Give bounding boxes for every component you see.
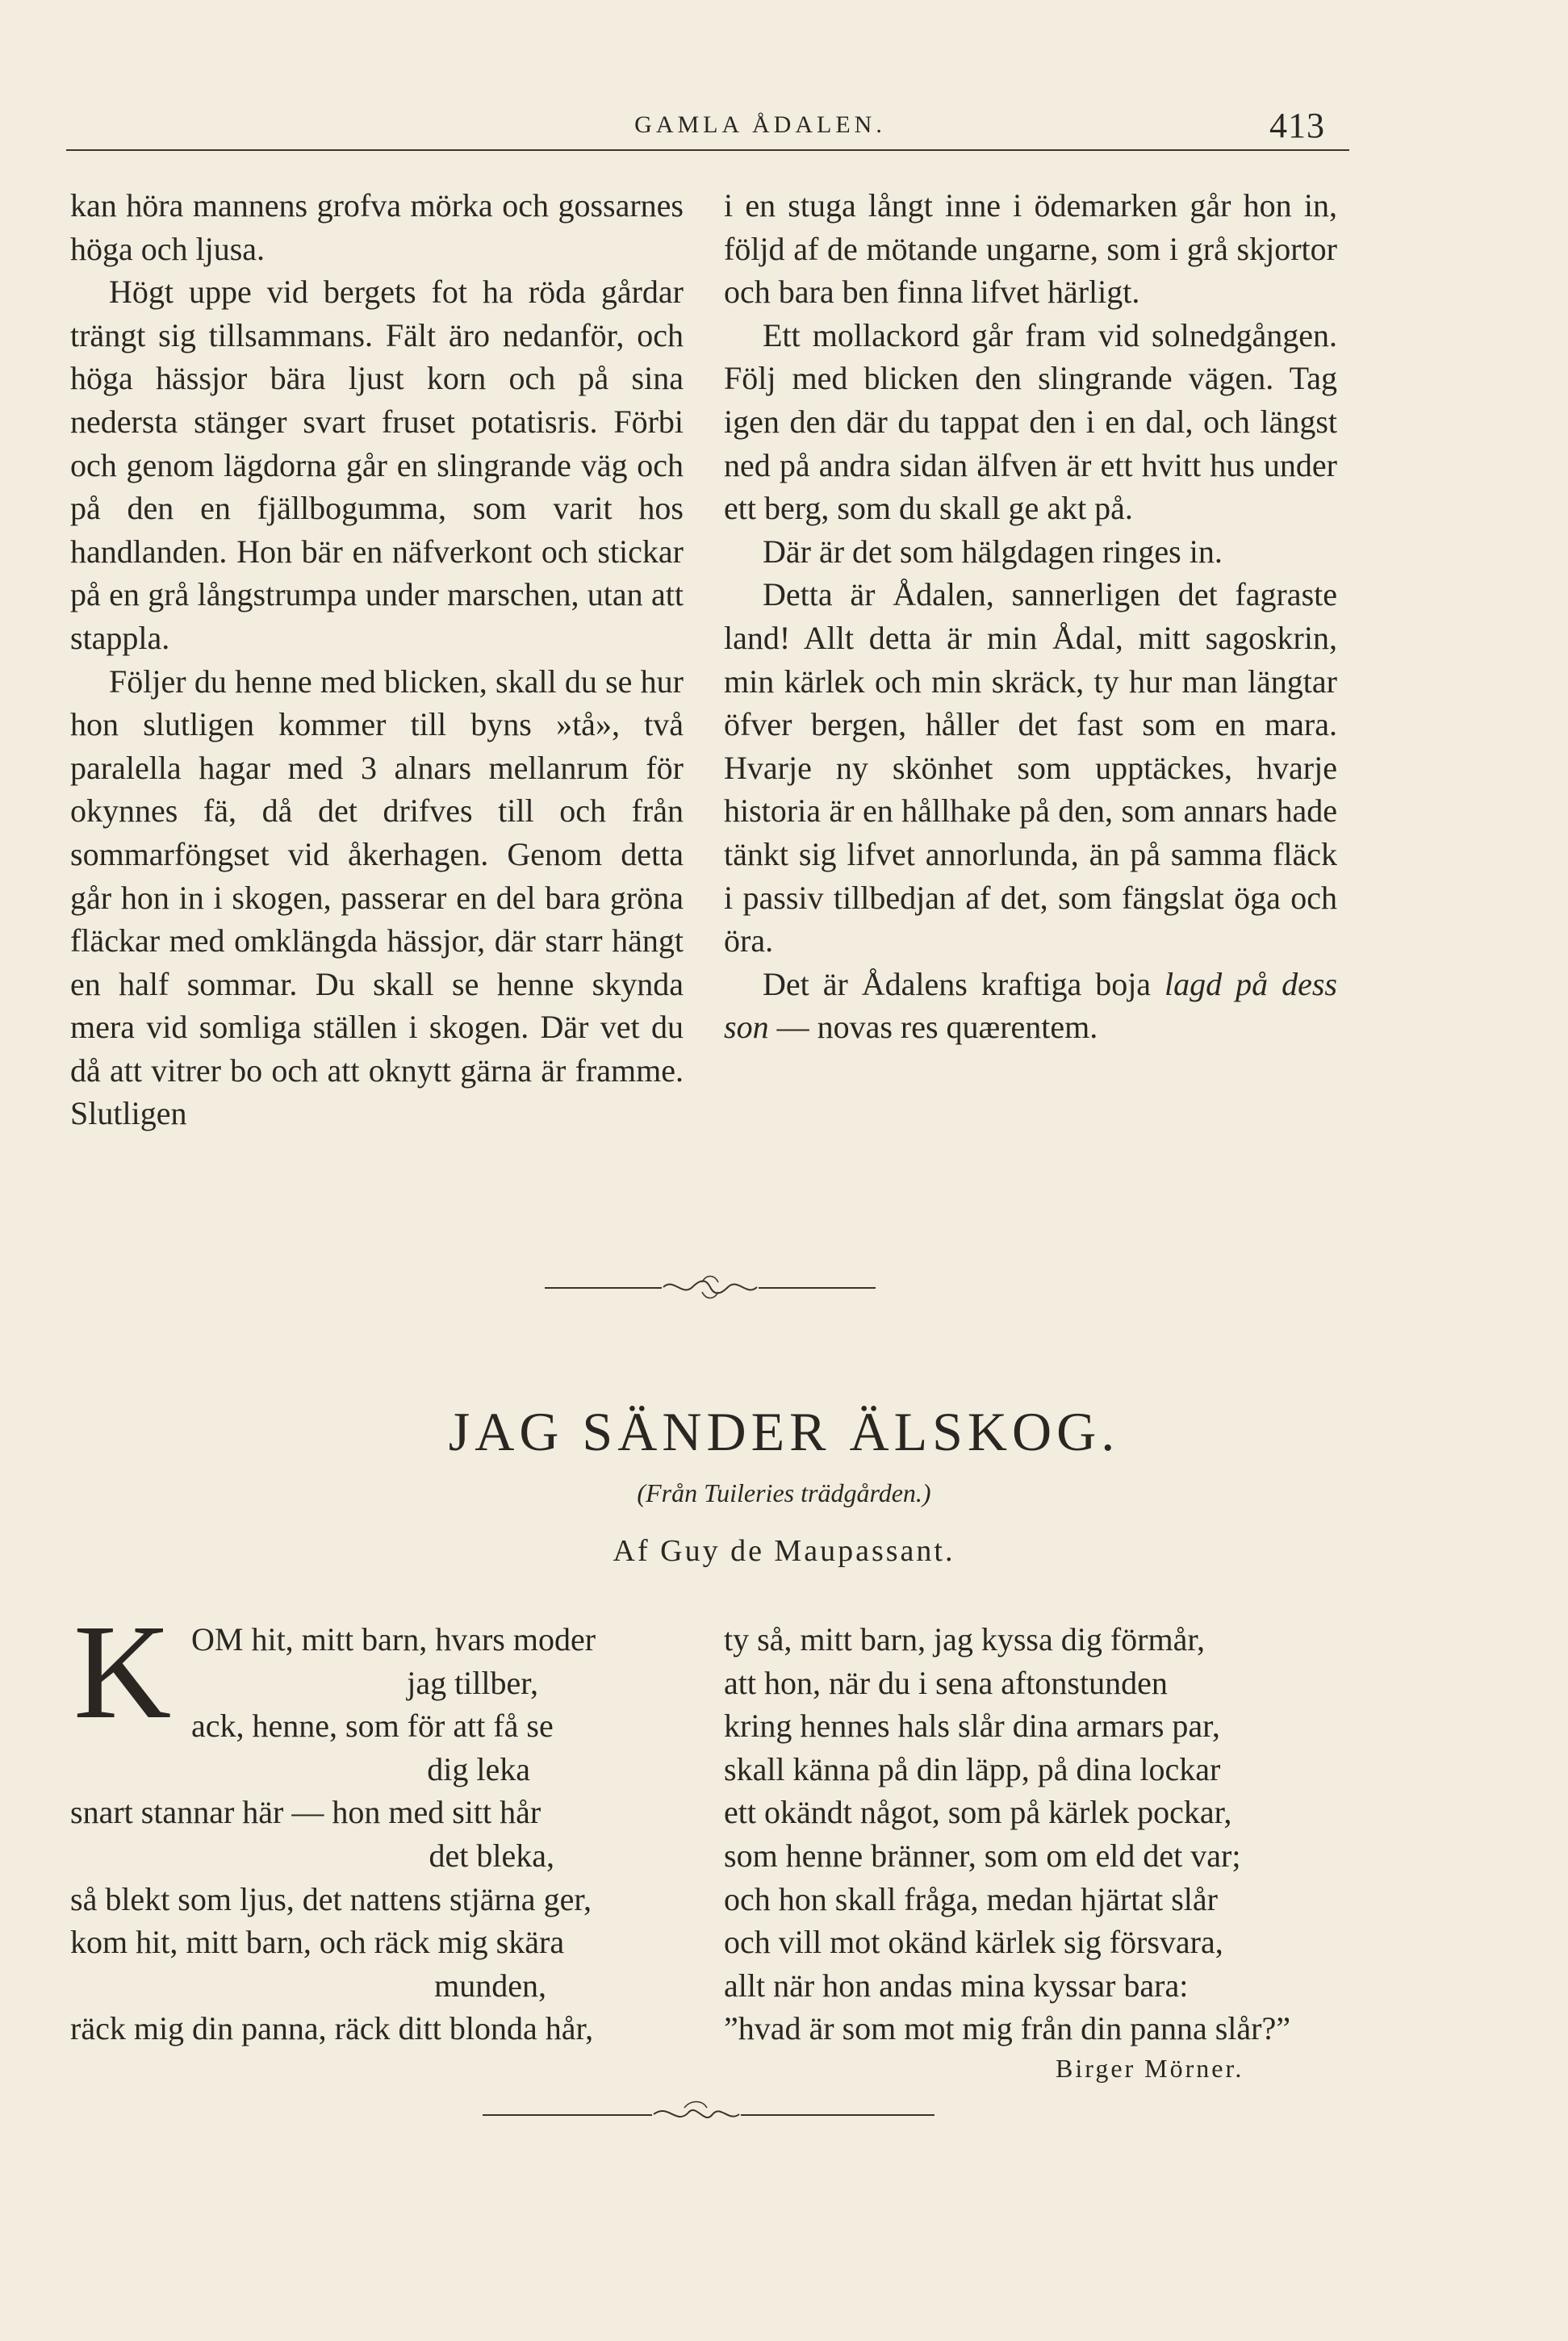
poem-left-column [70, 1618, 684, 2050]
right-text-column [724, 184, 1337, 1049]
ornament-rule-right [759, 1287, 876, 1289]
closing-tail: — novas res quærentem. [768, 1009, 1098, 1046]
poem-subtitle: (Från Tuileries trädgården.) [637, 1478, 931, 1507]
ornament-rule-left [483, 2114, 652, 2116]
verse-line: jag tillber, [407, 1664, 538, 1701]
verse-line: dig leka [427, 1750, 530, 1787]
paragraph: kan höra mannens grofva mörka och gossarnes höga och ljusa. [70, 187, 684, 267]
signature: Birger Mörner. [1056, 2054, 1244, 2083]
paragraph: Följer du henne med blicken, skall du se hur hon slutligen kommer till byns »tå», två paralella hagar med 3 alnars mellanrum för okynnes fä, då det drifves till och från sommarföngset vid åkerhagen. Genom detta går hon in i skogen, passerar en del bara gröna fläckar med omklängda hässjor, där starr hängt en half sommar. Du skall se henne skynda mera vid somliga ställen i skogen. Där vet du då att vitrer bo och att oknytt gärna är framme. Slutligen [70, 663, 684, 1132]
end-ornament [483, 2098, 935, 2130]
verse-line: så blekt som ljus, det nattens stjärna ger, [70, 1880, 592, 1917]
verse-line: att hon, när du i sena aftonstunden [724, 1664, 1168, 1701]
flourish-icon [662, 1271, 759, 1303]
closing-lead: Det är Ådalens kraftiga boja [763, 965, 1165, 1002]
ornament-rule-left [545, 1287, 662, 1289]
verse-line: ”hvad är som mot mig från din panna slår?” [724, 2010, 1290, 2047]
header-rule [66, 149, 1349, 151]
ornament-rule-right [741, 2114, 935, 2116]
verse-line: allt när hon andas mina kyssar bara: [724, 1967, 1189, 2004]
closing-italic: lagd på dess son [724, 965, 1338, 1046]
verse-line: kom hit, mitt barn, och räck mig skära [70, 1924, 565, 1961]
verse-line: skall känna på din läpp, på dina lockar [724, 1750, 1221, 1787]
page-header [66, 105, 1349, 153]
poem-title: JAG SÄNDER ÄLSKOG. [448, 1401, 1120, 1462]
closing-paragraph [724, 963, 1337, 1049]
verse-line: det bleka, [429, 1837, 554, 1874]
poem-author: Af Guy de Maupassant. [613, 1534, 955, 1568]
paragraph: Ett mollackord går fram vid solnedgången. Följ med blicken den slingrande vägen. Tag igen den där du tappat den i en dal, och längst ned på andra sidan älfven är ett hvitt hus under ett berg, som du skall ge akt på. [724, 316, 1337, 527]
left-text-column [70, 184, 684, 1135]
verse-line: och vill mot okänd kärlek sig försvara, [724, 1924, 1223, 1961]
flourish-icon [652, 2098, 741, 2130]
verse-line: munden, [434, 1967, 546, 2004]
verse-line: som henne bränner, som om eld det var; [724, 1837, 1241, 1874]
verse-line: räck mig din panna, räck ditt blonda hår, [70, 2010, 594, 2047]
poem-right-column [724, 1618, 1337, 2050]
paragraph: Högt uppe vid bergets fot ha röda gårdar trängt sig tillsammans. Fält äro nedanför, och höga hässjor bära ljust korn och på sina nedersta stänger svart fruset potatisris. Förbi och genom lägdorna går en slingrande väg och på den en fjällbogumma, som varit hos handlanden. Hon bär en näfverkont och stickar på en grå långstrumpa under marschen, utan att stappla. [70, 274, 684, 656]
verse-line: kring hennes hals slår dina armars par, [724, 1708, 1220, 1745]
paragraph: i en stuga långt inne i ödemarken går hon in, följd af de mötande ungarne, som i grå skjortor och bara ben finna lifvet härligt. [724, 187, 1337, 311]
dropcap-letter: K [73, 1614, 172, 1727]
paragraph: Detta är Ådalen, sannerligen det fagraste land! Allt detta är min Ådal, mitt sagoskrin, min kärlek och min skräck, ty hur man längtar öfver bergen, håller det fast som en mara. Hvarje ny skönhet som upptäckes, hvarje historia är en hållhake på den, som annars hade tänkt sig lifvet annorlunda, än på samma fläck i passiv tillbedjan af det, som fängslat öga och öra. [724, 576, 1337, 959]
verse-line: och hon skall fråga, medan hjärtat slår [724, 1880, 1218, 1917]
verse-line: ack, henne, som för att få se [191, 1708, 554, 1745]
verse-line: snart stannar här — hon med sitt hår [70, 1794, 541, 1831]
verse-line: OM hit, mitt barn, hvars moder [191, 1621, 596, 1658]
running-title: GAMLA ÅDALEN. [634, 111, 886, 138]
section-ornament [545, 1271, 876, 1303]
paragraph: Där är det som hälgdagen ringes in. [763, 533, 1223, 570]
verse-line: ett okändt något, som på kärlek pockar, [724, 1794, 1232, 1831]
verse-line: ty så, mitt barn, jag kyssa dig förmår, [724, 1621, 1206, 1658]
page-number: 413 [1269, 106, 1325, 145]
